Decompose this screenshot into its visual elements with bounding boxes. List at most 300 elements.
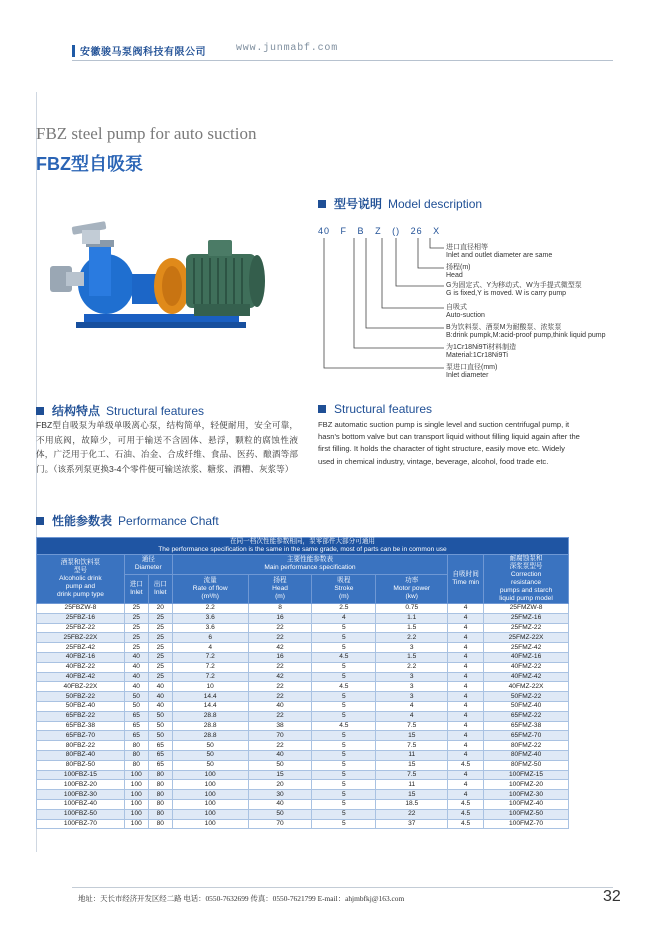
table-cell: 2.2 <box>376 662 448 672</box>
table-cell: 100FMZ-20 <box>484 780 569 790</box>
table-cell: 50 <box>248 809 312 819</box>
model-leader-lines <box>318 236 448 376</box>
table-cell: 50FBZ-22 <box>37 692 125 702</box>
table-cell: 3 <box>376 672 448 682</box>
page-title-cn: FBZ型自吸泵 <box>36 154 143 174</box>
table-cell: 25FMZ-42 <box>484 643 569 653</box>
table-row <box>37 672 569 682</box>
table-cell: 100 <box>172 790 248 800</box>
table-row <box>37 633 569 643</box>
table-cell: 2.2 <box>376 633 448 643</box>
table-cell: 100FBZ-70 <box>37 819 125 829</box>
table-cell: 14.4 <box>172 701 248 711</box>
header-divider <box>72 60 613 61</box>
footer-divider <box>72 887 613 888</box>
hdr-line: 出口 <box>153 580 167 588</box>
header-main-spec <box>172 555 447 575</box>
hdr-line: Diameter <box>134 564 162 572</box>
square-bullet-icon <box>36 517 44 525</box>
table-cell: 40FMZ-42 <box>484 672 569 682</box>
table-cell: 100FMZ-70 <box>484 819 569 829</box>
table-cell: 65 <box>148 741 172 751</box>
table-cell: 7.5 <box>376 721 448 731</box>
table-cell: 65 <box>124 731 148 741</box>
footer-contact: 地址：天长市经济开发区经二路 电话：0550-7632699 传真：0550-7621799 E-mail：ahjmbfkj@163.com <box>78 894 405 903</box>
table-row <box>37 604 569 614</box>
table-cell: 50 <box>124 701 148 711</box>
hdr-line: pumps and starch <box>499 587 553 594</box>
table-cell: 40 <box>248 701 312 711</box>
hdr-line: 进口 <box>129 580 143 588</box>
table-cell: 100 <box>124 819 148 829</box>
table-cell: 4 <box>376 701 448 711</box>
page-number: 32 <box>603 888 621 905</box>
table-cell: 5 <box>312 770 376 780</box>
table-cell: 25FBZ-22 <box>37 623 125 633</box>
hdr-line: Rate of flow <box>192 584 228 592</box>
table-cell: 80 <box>124 741 148 751</box>
table-cell: 80 <box>124 750 148 760</box>
table-cell: 80FBZ-22 <box>37 741 125 751</box>
label-en: Head <box>446 272 463 279</box>
table-cell: 7.2 <box>172 652 248 662</box>
table-cell: 15 <box>248 770 312 780</box>
table-cell: 25FBZW-8 <box>37 604 125 614</box>
table-cell: 65FBZ-22 <box>37 711 125 721</box>
table-cell: 25 <box>124 633 148 643</box>
table-cell: 50 <box>248 760 312 770</box>
hdr-line: (kw) <box>405 592 418 600</box>
table-cell: 5 <box>312 790 376 800</box>
label-cn: 扬程(m) <box>446 264 471 271</box>
table-cell: 70 <box>248 731 312 741</box>
features-heading-en: Structural features <box>106 403 205 418</box>
table-cell: 40 <box>124 662 148 672</box>
table-cell: 40 <box>148 682 172 692</box>
table-cell: 65 <box>148 760 172 770</box>
code-part-x: X <box>433 226 441 236</box>
table-cell: 25 <box>148 633 172 643</box>
table-row <box>37 643 569 653</box>
table-cell: 100FBZ-15 <box>37 770 125 780</box>
table-cell: 100FMZ-15 <box>484 770 569 780</box>
table-cell: 25 <box>148 672 172 682</box>
table-row <box>37 652 569 662</box>
motor-terminal-box <box>208 240 232 256</box>
table-cell: 50FMZ-22 <box>484 692 569 702</box>
table-cell: 4 <box>448 613 484 623</box>
table-cell: 40 <box>148 692 172 702</box>
table-cell: 50 <box>124 692 148 702</box>
table-cell: 25 <box>124 604 148 614</box>
hdr-line: liquid pump model <box>499 595 553 602</box>
table-row <box>37 721 569 731</box>
table-cell: 25FBZ-42 <box>37 643 125 653</box>
label-cn: 为1Cr18Ni9Ti材料制造 <box>446 344 517 351</box>
header-outlet <box>148 574 172 603</box>
table-cell: 65 <box>148 750 172 760</box>
table-cell: 25FBZ-16 <box>37 613 125 623</box>
table-cell: 100 <box>172 819 248 829</box>
code-part-type: () <box>392 226 401 236</box>
label-cn: 自吸式 <box>446 304 467 311</box>
header-inlet <box>124 574 148 603</box>
performance-heading-cn: 性能参数表 <box>52 514 113 528</box>
table-cell: 4.5 <box>448 799 484 809</box>
table-cell: 5 <box>312 672 376 682</box>
table-cell: 22 <box>248 682 312 692</box>
features-heading-right <box>318 402 432 416</box>
performance-heading-en: Performance Chaft <box>118 513 219 528</box>
table-cell: 2.5 <box>312 604 376 614</box>
company-website[interactable]: www.junmabf.com <box>236 43 339 54</box>
table-cell: 10 <box>172 682 248 692</box>
label-en: Material:1Cr18Ni9Ti <box>446 352 508 359</box>
pump-inlet-neck <box>89 246 111 296</box>
hdr-line: 通径 <box>141 556 155 564</box>
table-cell: 4 <box>448 643 484 653</box>
table-cell: 40 <box>124 682 148 692</box>
table-cell: 50FBZ-40 <box>37 701 125 711</box>
features-heading-left <box>36 402 204 419</box>
table-cell: 38 <box>248 721 312 731</box>
table-cell: 22 <box>248 711 312 721</box>
features-heading-cn: 结构特点 <box>52 404 101 418</box>
table-cell: 80FBZ-40 <box>37 750 125 760</box>
hdr-line: 自吸时间 <box>452 571 479 578</box>
table-cell: 4 <box>448 682 484 692</box>
label-en: B:drink pumpk,M:acid-proof pump,think liquid pump <box>446 332 606 339</box>
table-row <box>37 662 569 672</box>
table-cell: 42 <box>248 672 312 682</box>
table-cell: 22 <box>248 633 312 643</box>
table-cell: 4 <box>448 672 484 682</box>
table-cell: 15 <box>376 731 448 741</box>
hdr-line: Stroke <box>334 584 354 592</box>
table-cell: 4 <box>376 711 448 721</box>
table-cell: 40FMZ-22X <box>484 682 569 692</box>
header-flow <box>172 574 248 603</box>
table-cell: 4 <box>448 770 484 780</box>
table-cell: 100FBZ-50 <box>37 809 125 819</box>
table-cell: 65FBZ-38 <box>37 721 125 731</box>
table-cell: 5 <box>312 731 376 741</box>
model-heading-cn: 型号说明 <box>334 197 383 211</box>
table-cell: 4 <box>448 692 484 702</box>
table-cell: 25 <box>124 643 148 653</box>
hdr-line: (m) <box>275 592 285 600</box>
features-text-en: FBZ automatic suction pump is single level and suction centrifugal pump, it hasn's bottom valve but can transport liquid without filling liquid again after the first filling. It holds the character of tight structure, easily move etc. Widely used in chemical industry, vintage, beverage, alcohol, food trade etc. <box>318 420 580 466</box>
header-head <box>248 574 312 603</box>
hdr-line: pump and <box>65 583 96 590</box>
table-row <box>37 682 569 692</box>
table-row <box>37 750 569 760</box>
code-part-head: 26 <box>410 226 423 236</box>
table-cell: 70 <box>248 819 312 829</box>
table-cell: 5 <box>312 799 376 809</box>
table-cell: 65FMZ-70 <box>484 731 569 741</box>
label-en: Inlet and outlet diameter are same <box>446 252 553 259</box>
header-power <box>376 574 448 603</box>
label-en: Auto-suction <box>446 312 485 319</box>
table-cell: 100FBZ-30 <box>37 790 125 800</box>
table-row <box>37 711 569 721</box>
label-cn: 泵进口直径(mm) <box>446 364 498 371</box>
table-row <box>37 741 569 751</box>
table-cell: 5 <box>312 750 376 760</box>
table-cell: 65FMZ-22 <box>484 711 569 721</box>
motor-end-cap <box>249 255 265 307</box>
table-cell: 3 <box>376 643 448 653</box>
hdr-line: Alcoholic drink <box>59 575 102 582</box>
table-cell: 25FBZ-22X <box>37 633 125 643</box>
table-cell: 40FBZ-22 <box>37 662 125 672</box>
table-cell: 4.5 <box>312 682 376 692</box>
table-cell: 3.6 <box>172 613 248 623</box>
table-cell: 1.5 <box>376 652 448 662</box>
hdr-line: Main performance specification <box>264 564 356 572</box>
table-cell: 22 <box>248 741 312 751</box>
table-cell: 4.5 <box>448 760 484 770</box>
table-cell: 1.1 <box>376 613 448 623</box>
table-cell: 25 <box>148 623 172 633</box>
hdr-line: 酒泵和饮料泵 <box>60 559 101 566</box>
table-cell: 80FBZ-50 <box>37 760 125 770</box>
table-cell: 100FMZ-50 <box>484 809 569 819</box>
table-cell: 11 <box>376 780 448 790</box>
table-cell: 100FBZ-40 <box>37 799 125 809</box>
table-cell: 50 <box>172 741 248 751</box>
pump-photo <box>44 196 274 346</box>
table-cell: 100 <box>172 770 248 780</box>
model-label-6 <box>446 364 497 380</box>
table-cell: 20 <box>248 780 312 790</box>
table-cell: 40FMZ-16 <box>484 652 569 662</box>
label-cn: 进口直径相等 <box>446 244 488 251</box>
model-label-5 <box>446 344 516 360</box>
label-cn: G为固定式、Y为移动式、W为手提式微型泵 <box>446 282 582 289</box>
table-cell: 80 <box>124 760 148 770</box>
header-acid-pump <box>484 555 569 604</box>
table-row <box>37 692 569 702</box>
table-cell: 5 <box>312 711 376 721</box>
label-en: G is fixed,Y is moved. W is carry pump <box>446 290 567 297</box>
table-cell: 100FMZ-30 <box>484 790 569 800</box>
table-cell: 7.5 <box>376 741 448 751</box>
table-cell: 80 <box>148 780 172 790</box>
table-cell: 3 <box>376 692 448 702</box>
table-cell: 4 <box>448 662 484 672</box>
code-part-diameter: 40 <box>318 226 331 236</box>
table-row <box>37 731 569 741</box>
table-cell: 28.8 <box>172 731 248 741</box>
table-cell: 18.5 <box>376 799 448 809</box>
table-cell: 40FBZ-16 <box>37 652 125 662</box>
header-diameter <box>124 555 172 575</box>
model-code <box>318 226 440 236</box>
table-cell: 25FMZ-22X <box>484 633 569 643</box>
company-name: 安徽骏马泵阀科技有限公司 <box>80 47 206 58</box>
table-cell: 100 <box>172 809 248 819</box>
table-cell: 50FMZ-40 <box>484 701 569 711</box>
hdr-line: Inlet <box>130 588 143 596</box>
hdr-line: 吸程 <box>337 576 351 584</box>
table-cell: 5 <box>312 643 376 653</box>
table-cell: 80FMZ-22 <box>484 741 569 751</box>
table-cell: 15 <box>376 790 448 800</box>
table-cell: 28.8 <box>172 721 248 731</box>
table-cell: 100 <box>124 790 148 800</box>
table-cell: 40FBZ-42 <box>37 672 125 682</box>
hdr-line: 主要性能参数表 <box>286 556 334 564</box>
table-cell: 5 <box>312 760 376 770</box>
table-cell: 4 <box>448 623 484 633</box>
hdr-line: 流量 <box>203 576 217 584</box>
table-cell: 50 <box>172 750 248 760</box>
table-cell: 100 <box>124 770 148 780</box>
hdr-line: 型号 <box>73 567 87 574</box>
hdr-line: Time min <box>452 579 480 586</box>
header-pump-type <box>37 555 125 604</box>
table-cell: 5 <box>312 623 376 633</box>
table-cell: 22 <box>248 692 312 702</box>
table-cell: 100 <box>172 799 248 809</box>
hdr-line: 耐腐蚀泵和 <box>509 555 543 562</box>
table-banner <box>37 538 569 555</box>
label-en: Inlet diameter <box>446 372 489 379</box>
table-cell: 4 <box>448 750 484 760</box>
table-cell: 4 <box>448 604 484 614</box>
performance-table <box>36 537 569 829</box>
hdr-line: 功率 <box>405 576 419 584</box>
table-cell: 40FMZ-22 <box>484 662 569 672</box>
hdr-line: 扬程 <box>273 576 287 584</box>
table-cell: 40 <box>248 799 312 809</box>
table-cell: 100 <box>172 780 248 790</box>
code-part-f: F <box>340 226 348 236</box>
table-cell: 25FMZ-22 <box>484 623 569 633</box>
table-cell: 25 <box>148 613 172 623</box>
table-cell: 40 <box>124 672 148 682</box>
model-label-2 <box>446 282 582 298</box>
table-cell: 4.5 <box>312 721 376 731</box>
hdr-line: Motor power <box>393 584 431 592</box>
table-cell: 50 <box>148 721 172 731</box>
table-cell: 16 <box>248 652 312 662</box>
table-cell: 80FMZ-40 <box>484 750 569 760</box>
table-cell: 4 <box>448 741 484 751</box>
table-cell: 22 <box>248 662 312 672</box>
table-cell: 6 <box>172 633 248 643</box>
pump-side-neck <box>66 272 84 286</box>
table-cell: 80 <box>148 770 172 780</box>
table-cell: 65 <box>124 711 148 721</box>
table-row <box>37 799 569 809</box>
table-cell: 16 <box>248 613 312 623</box>
table-cell: 5 <box>312 819 376 829</box>
table-cell: 4 <box>172 643 248 653</box>
table-cell: 100 <box>124 799 148 809</box>
table-row <box>37 809 569 819</box>
table-cell: 30 <box>248 790 312 800</box>
table-cell: 100 <box>124 780 148 790</box>
hdr-line: drink pump type <box>56 591 104 598</box>
table-cell: 4.5 <box>312 652 376 662</box>
table-cell: 7.2 <box>172 672 248 682</box>
table-cell: 50 <box>148 731 172 741</box>
table-cell: 40 <box>248 750 312 760</box>
pump-top-neck <box>82 230 100 244</box>
hdr-line: Inlet <box>154 588 167 596</box>
hdr-line: (m³/h) <box>201 592 219 600</box>
table-cell: 15 <box>376 760 448 770</box>
table-cell: 25 <box>148 643 172 653</box>
table-cell: 5 <box>312 633 376 643</box>
model-label-3 <box>446 304 485 320</box>
table-cell: 4.5 <box>448 819 484 829</box>
header-time <box>448 555 484 604</box>
table-row <box>37 780 569 790</box>
table-cell: 5 <box>312 780 376 790</box>
table-cell: 28.8 <box>172 711 248 721</box>
table-cell: 25 <box>124 613 148 623</box>
model-heading-en: Model description <box>388 196 483 211</box>
table-cell: 40FBZ-22X <box>37 682 125 692</box>
table-cell: 37 <box>376 819 448 829</box>
hdr-line: resistance <box>511 579 542 586</box>
table-cell: 4 <box>448 731 484 741</box>
table-cell: 4 <box>448 721 484 731</box>
table-cell: 4 <box>312 613 376 623</box>
table-cell: 25 <box>148 652 172 662</box>
header-accent-bar <box>72 45 75 57</box>
table-cell: 65 <box>124 721 148 731</box>
table-row <box>37 760 569 770</box>
table-cell: 80 <box>148 809 172 819</box>
performance-table-body <box>37 604 569 829</box>
table-cell: 3 <box>376 682 448 692</box>
table-cell: 4.5 <box>448 809 484 819</box>
table-cell: 14.4 <box>172 692 248 702</box>
header-stroke <box>312 574 376 603</box>
model-label-0 <box>446 244 552 260</box>
table-cell: 8 <box>248 604 312 614</box>
table-cell: 40 <box>124 652 148 662</box>
model-description-heading <box>318 195 482 212</box>
hdr-line: Head <box>272 584 288 592</box>
model-label-4 <box>446 324 606 340</box>
table-cell: 25FMZW-8 <box>484 604 569 614</box>
table-cell: 1.5 <box>376 623 448 633</box>
table-cell: 5 <box>312 741 376 751</box>
table-cell: 65FBZ-70 <box>37 731 125 741</box>
square-bullet-icon <box>318 405 326 413</box>
table-cell: 4 <box>448 633 484 643</box>
table-cell: 40 <box>148 701 172 711</box>
performance-heading <box>36 512 219 529</box>
table-row <box>37 701 569 711</box>
table-row <box>37 819 569 829</box>
table-cell: 100FMZ-40 <box>484 799 569 809</box>
motor-body <box>186 254 256 308</box>
table-cell: 4 <box>448 790 484 800</box>
table-cell: 25FMZ-16 <box>484 613 569 623</box>
table-cell: 25 <box>148 662 172 672</box>
table-cell: 5 <box>312 809 376 819</box>
banner-en: The performance specification is the same in the same grade, most of parts can be in common use <box>158 546 447 553</box>
table-cell: 4 <box>448 652 484 662</box>
table-row <box>37 790 569 800</box>
